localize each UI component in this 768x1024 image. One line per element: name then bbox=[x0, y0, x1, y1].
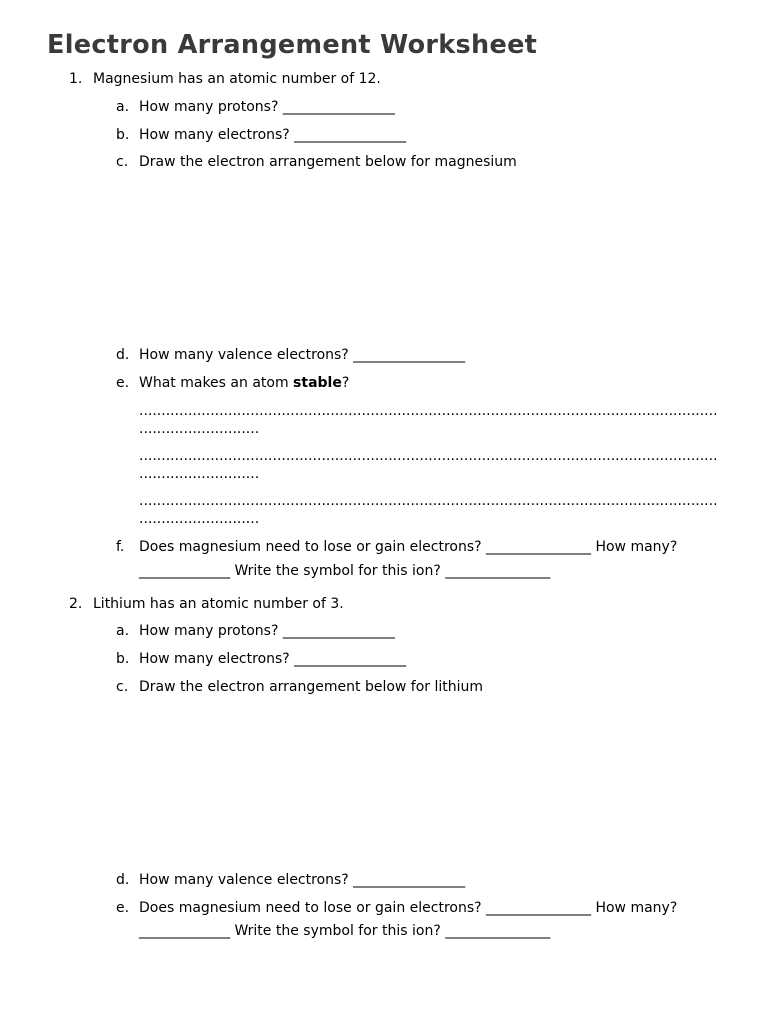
q1-part-b-letter: b. bbox=[116, 127, 130, 143]
q1-part-c-letter: c. bbox=[116, 154, 129, 170]
question-1-text: Magnesium has an atomic number of 12. bbox=[93, 71, 381, 87]
q2-part-c-letter: c. bbox=[116, 679, 129, 695]
q1-part-d-letter: d. bbox=[116, 347, 130, 363]
q1-part-c-draw-prompt: Draw the electron arrangement below for magnesium bbox=[139, 154, 517, 170]
q1-part-f-letter: f. bbox=[116, 539, 125, 555]
q2-part-b-letter: b. bbox=[116, 651, 130, 667]
q2-part-a-protons: How many protons? ________________ bbox=[139, 623, 395, 639]
q1-answer-dotted-line: ........................... bbox=[139, 466, 260, 482]
worksheet-title: Electron Arrangement Worksheet bbox=[47, 30, 538, 60]
question-2-text: Lithium has an atomic number of 3. bbox=[93, 596, 344, 612]
q1-part-f-ion-symbol: _____________ Write the symbol for this ion? _______________ bbox=[139, 563, 551, 579]
q1-part-a-letter: a. bbox=[116, 99, 130, 115]
q1-part-a-protons: How many protons? ________________ bbox=[139, 99, 395, 115]
q1-answer-dotted-line: ........................... bbox=[139, 421, 260, 437]
q2-part-e-letter: e. bbox=[116, 900, 130, 916]
q2-part-e-ion-symbol: _____________ Write the symbol for this ion? _______________ bbox=[139, 923, 551, 939]
q2-part-e-lose-gain: Does magnesium need to lose or gain electrons? _______________ How many? bbox=[139, 900, 678, 916]
q1-answer-dotted-line: .................................................................................................................................. bbox=[139, 448, 718, 464]
q2-part-d-letter: d. bbox=[116, 872, 130, 888]
q1-part-b-electrons: How many electrons? ________________ bbox=[139, 127, 407, 143]
q2-part-b-electrons: How many electrons? ________________ bbox=[139, 651, 407, 667]
q2-part-d-valence: How many valence electrons? ________________ bbox=[139, 872, 466, 888]
q1-part-e-stable-question: What makes an atom stable? bbox=[139, 375, 350, 391]
q2-part-a-letter: a. bbox=[116, 623, 130, 639]
q1-part-d-valence: How many valence electrons? ________________ bbox=[139, 347, 466, 363]
q1-part-f-lose-gain: Does magnesium need to lose or gain electrons? _______________ How many? bbox=[139, 539, 678, 555]
q1-answer-dotted-line: .................................................................................................................................. bbox=[139, 403, 718, 419]
q1-part-e-letter: e. bbox=[116, 375, 130, 391]
q2-part-c-draw-prompt: Draw the electron arrangement below for lithium bbox=[139, 679, 484, 695]
q1-answer-dotted-line: .................................................................................................................................. bbox=[139, 493, 718, 509]
q1-answer-dotted-line: ........................... bbox=[139, 511, 260, 527]
question-2-number: 2. bbox=[69, 596, 83, 612]
stable-keyword: stable bbox=[293, 375, 342, 391]
question-1-number: 1. bbox=[69, 71, 83, 87]
